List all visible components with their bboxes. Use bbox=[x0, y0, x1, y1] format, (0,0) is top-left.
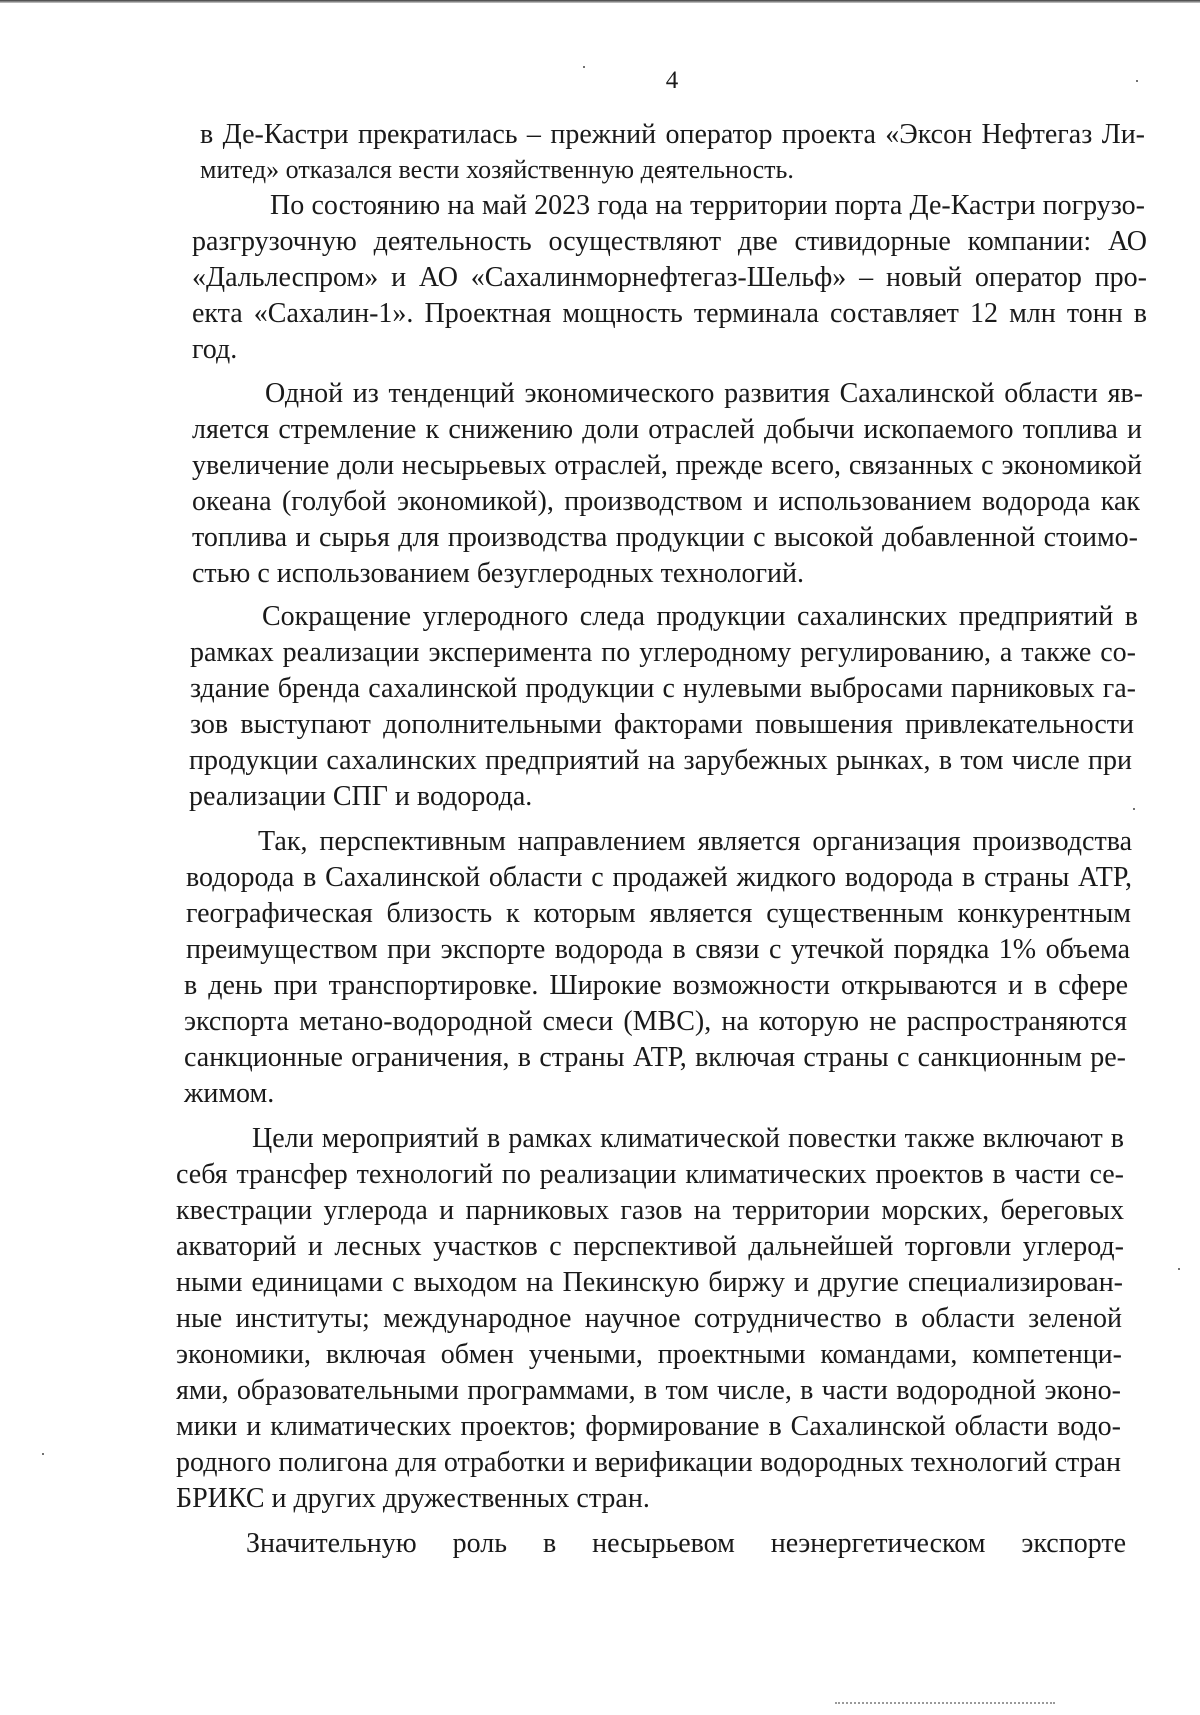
scan-speck bbox=[42, 1453, 44, 1455]
scan-speck bbox=[1136, 80, 1138, 82]
text-line: топлива и сырья для производства продукции с высокой добавленной стоимо- bbox=[192, 522, 1138, 553]
scan-speck bbox=[1133, 808, 1135, 810]
text-line: Так, перспективным направлением является организация производства bbox=[258, 826, 1132, 857]
text-line: екта «Сахалин-1». Проектная мощность терминала составляет 12 млн тонн в bbox=[192, 298, 1147, 329]
text-line: ные институты; международное научное сотрудничество в области зеленой bbox=[176, 1303, 1122, 1334]
text-line: увеличение доли несырьевых отраслей, прежде всего, связанных с экономикой bbox=[192, 450, 1142, 481]
text-line: океана (голубой экономикой), производством и использованием водорода как bbox=[192, 486, 1140, 517]
text-line: санкционные ограничения, в страны АТР, включая страны с санкционным ре- bbox=[184, 1042, 1126, 1073]
text-line: водорода в Сахалинской области с продажей жидкого водорода в страны АТР, bbox=[186, 862, 1132, 893]
text-line: реализации СПГ и водорода. bbox=[189, 781, 533, 812]
text-line: жимом. bbox=[184, 1078, 275, 1109]
text-line: БРИКС и других дружественных стран. bbox=[176, 1483, 650, 1514]
text-line: ными единицами с выходом на Пекинскую биржу и другие специализирован- bbox=[176, 1267, 1123, 1298]
text-line: разгрузочную деятельность осуществляют две стивидорные компании: АО bbox=[192, 226, 1147, 257]
text-line: стью с использованием безуглеродных технологий. bbox=[192, 558, 804, 589]
text-line: Цели мероприятий в рамках климатической повестки также включают в bbox=[252, 1123, 1124, 1154]
text-line: акваторий и лесных участков с перспективой дальнейшей торговли углерод- bbox=[176, 1231, 1124, 1262]
text-line: По состоянию на май 2023 года на территории порта Де-Кастри погрузо- bbox=[270, 190, 1145, 221]
scan-bottom-marks bbox=[835, 1702, 1055, 1706]
text-line: в день при транспортировке. Широкие возможности открываются и в сфере bbox=[184, 970, 1128, 1001]
text-line: себя трансфер технологий по реализации климатических проектов в части се- bbox=[176, 1159, 1124, 1190]
text-line: митед» отказался вести хозяйственную деятельность. bbox=[200, 155, 794, 184]
text-line: мики и климатических проектов; формирование в Сахалинской области водо- bbox=[176, 1411, 1121, 1442]
text-line: квестрации углерода и парниковых газов на территории морских, береговых bbox=[176, 1195, 1124, 1226]
text-line: географическая близость к которым является существенным конкурентным bbox=[186, 898, 1131, 929]
text-line: «Дальлеспром» и АО «Сахалинморнефтегаз-Шельф» – новый оператор про- bbox=[192, 262, 1147, 293]
text-line: зов выступают дополнительными факторами повышения привлекательности bbox=[190, 709, 1134, 740]
text-line: ями, образовательными программами, в том числе, в части водородной эконо- bbox=[176, 1375, 1121, 1406]
text-line: экспорта метано-водородной смеси (МВС), на которую не распространяются bbox=[184, 1006, 1127, 1037]
text-line: родного полигона для отработки и верификации водородных технологий стран bbox=[176, 1447, 1121, 1478]
text-line: здание бренда сахалинской продукции с нулевыми выбросами парниковых га- bbox=[190, 673, 1136, 704]
text-line: преимуществом при экспорте водорода в связи с утечкой порядка 1% объема bbox=[186, 934, 1130, 965]
text-line: рамках реализации эксперимента по углеродному регулированию, а также со- bbox=[190, 637, 1136, 668]
text-line: ляется стремление к снижению доли отраслей добычи ископаемого топлива и bbox=[192, 414, 1142, 445]
scan-speck bbox=[583, 66, 585, 68]
scan-speck bbox=[1178, 1268, 1180, 1270]
text-line: продукции сахалинских предприятий на зарубежных рынках, в том числе при bbox=[189, 745, 1132, 776]
text-line: Сокращение углеродного следа продукции сахалинских предприятий в bbox=[262, 601, 1138, 632]
page-number: 4 bbox=[665, 67, 679, 94]
text-line: год. bbox=[192, 334, 238, 365]
text-line: Одной из тенденций экономического развития Сахалинской области яв- bbox=[265, 378, 1143, 409]
text-line: экономики, включая обмен учеными, проектными командами, компетенци- bbox=[176, 1339, 1122, 1370]
text-line: Значительную роль в несырьевом неэнергетическом экспорте bbox=[246, 1528, 1126, 1559]
text-line: в Де-Кастри прекратилась – прежний оператор проекта «Эксон Нефтегаз Ли- bbox=[200, 119, 1145, 150]
